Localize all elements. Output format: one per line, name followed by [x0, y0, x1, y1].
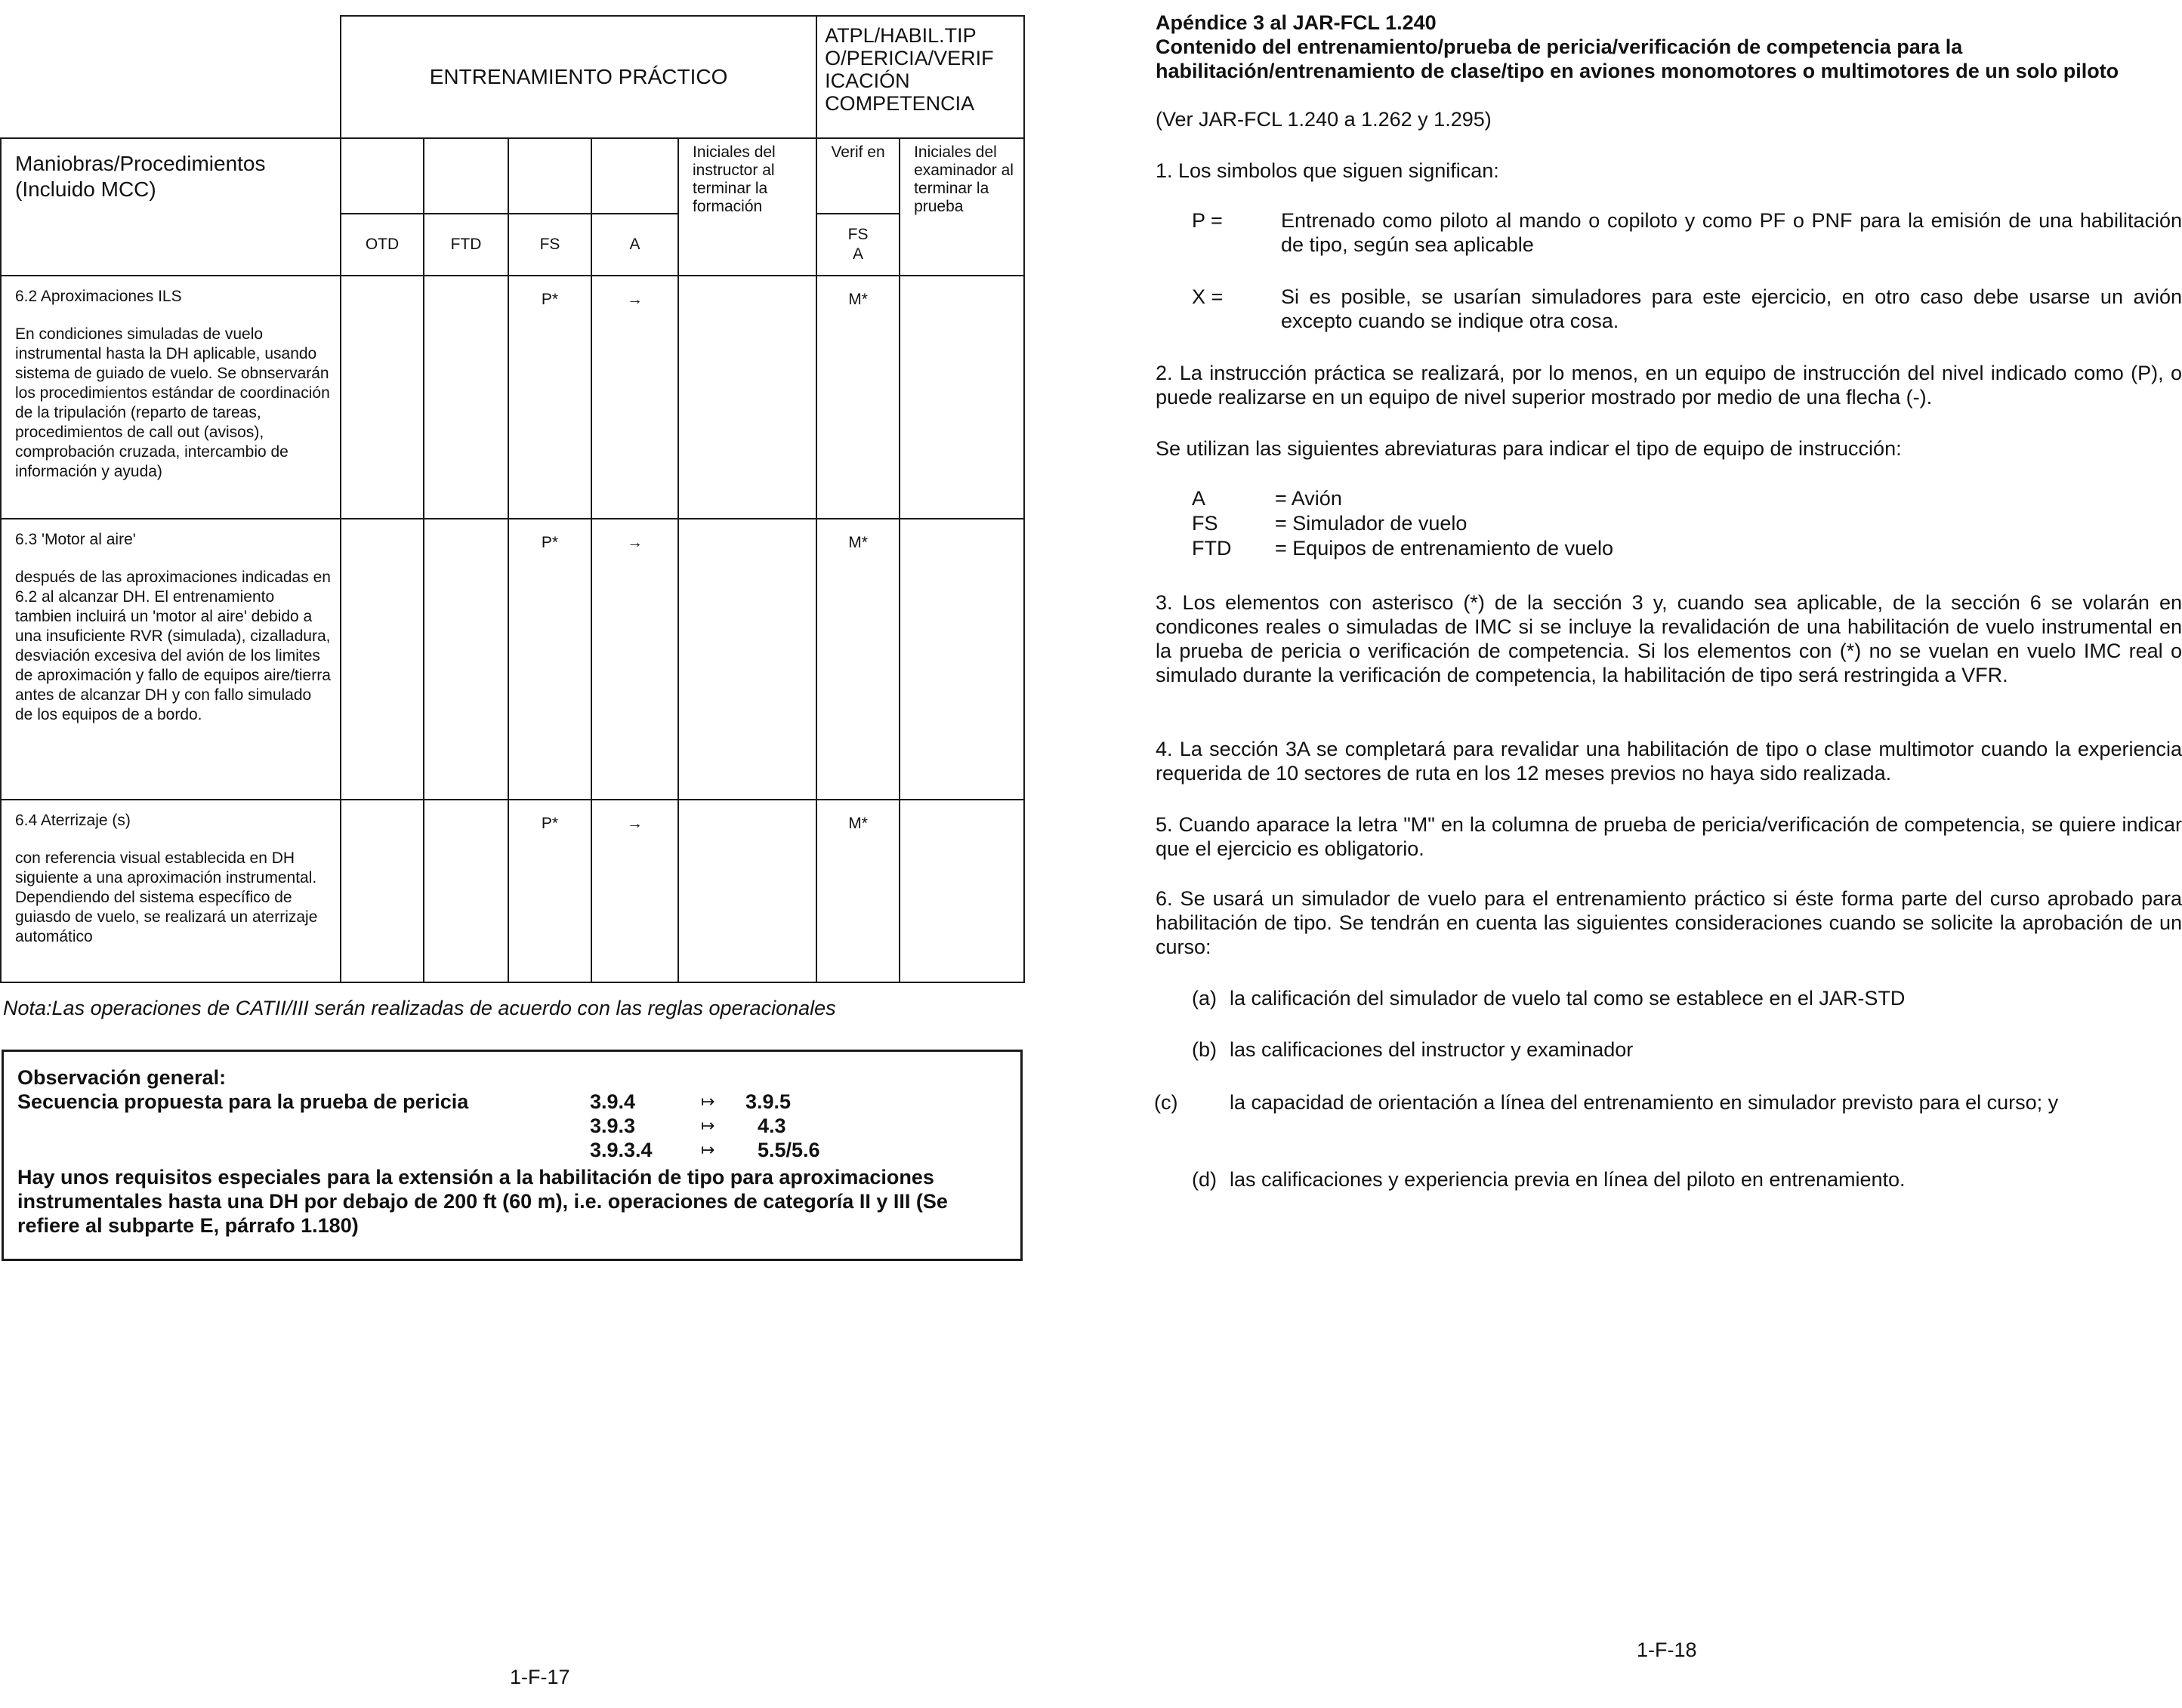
- procedure-cell: [1, 519, 341, 800]
- paragraph-2: 2. La instrucción práctica se realizará, por lo menos, en un equipo de instrucción del nivel indicado como (P), o puede realizarse en un equipo de nivel superior mostrado por medio de una flecha (-).: [1156, 362, 2182, 409]
- paragraph-1: 1. Los simbolos que siguen significan:: [1156, 159, 1499, 182]
- observacion-box: [2, 1050, 1023, 1261]
- col-fs: FS: [508, 214, 591, 276]
- sequence-row: 3.9.3.4 ↦ 5.5/5.6: [590, 1139, 820, 1161]
- list-item: (b) las calificaciones del instructor y examinador: [1192, 1038, 1634, 1061]
- sequence-label: Secuencia propuesta para la prueba de pericia: [17, 1090, 469, 1113]
- iniciales-instructor-header: Iniciales del instructor al terminar la formación: [678, 138, 816, 276]
- maneuvers-table: [0, 15, 1025, 983]
- procedure-text: después de las aproximaciones indicadas en 6.2 al alcanzar DH. El entrenamiento tambien incluirá un 'motor al aire' debido a una insuficiente RVR (simulada), cizalladura, desviación excesiva del avión de los limites de aproximación y fallo de equipos aire/tierra antes de alcanzar DH y con fallo simulado de los equipos de a bordo.: [15, 569, 331, 723]
- paragraph-6: 6. Se usará un simulador de vuelo para el entrenamiento práctico si éste forma parte del curso aprobado para habilitación de tipo. Se tendrán en cuenta las siguientes consideraciones cuando se solicite la aprobación de un curso:: [1156, 887, 2182, 958]
- sequence-row: 3.9.3 ↦ 4.3: [590, 1115, 786, 1137]
- fs-mark: P*: [508, 276, 591, 519]
- entrenamiento-header: ENTRENAMIENTO PRÁCTICO: [341, 16, 816, 138]
- left-page: [0, 0, 1027, 1708]
- procedure-title: 6.3 'Motor al aire': [15, 531, 136, 548]
- procedure-text: con referencia visual establecida en DH siguiente a una aproximación instrumental. Dependiendo del sistema específico de guiasdo de vuelo, se realizará un aterrizaje automático: [15, 849, 318, 945]
- verif-mark: M*: [816, 800, 900, 982]
- a-arrow: →: [591, 276, 678, 519]
- verif-mark: M*: [816, 276, 900, 519]
- abbreviation-row: FTD = Equipos de entrenamiento de vuelo: [1192, 537, 1614, 560]
- a-arrow: →: [591, 800, 678, 982]
- atpl-header: ATPL/HABIL.TIP O/PERICIA/VERIF ICACIÓN COMPETENCIA: [816, 16, 1024, 138]
- procedure-cell: [1, 276, 341, 519]
- verif-mark: M*: [816, 519, 900, 800]
- table-row: [1, 519, 1024, 800]
- fs-mark: P*: [508, 800, 591, 982]
- table-corner: [1, 16, 341, 138]
- abbreviation-row: A = Avión: [1192, 487, 1342, 510]
- a-arrow: →: [591, 519, 678, 800]
- procedure-cell: [1, 800, 341, 982]
- list-item: (d) las calificaciones y experiencia previa en línea del piloto en entrenamiento.: [1192, 1168, 1906, 1191]
- paragraph-5: 5. Cuando aparace la letra "M" en la columna de prueba de pericia/verificación de competencia, se quiere indicar que el ejercicio es obligatorio.: [1156, 813, 2182, 860]
- page-number: 1-F-18: [1637, 1639, 1697, 1661]
- iniciales-examinador-header: Iniciales del examinador al terminar la prueba: [900, 138, 1024, 276]
- observacion-title: Observación general:: [17, 1066, 227, 1089]
- sequence-row: Secuencia propuesta para la prueba de pericia 3.9.4 ↦ 3.9.5: [17, 1090, 792, 1113]
- list-item: (c) la capacidad de orientación a línea del entrenamiento en simulador previsto para el curso; y: [1154, 1091, 2059, 1114]
- procedure-title: 6.4 Aterrizaje (s): [15, 812, 131, 829]
- paragraph-2b: Se utilizan las siguientes abreviaturas para indicar el tipo de equipo de instrucción:: [1156, 437, 1902, 460]
- appendix-title: Apéndice 3 al JAR-FCL 1.240 Contenido del entrenamiento/prueba de pericia/verificación de competencia para la habilitación/entrenamiento de clase/tipo en aviones monomotores o multimotores de un solo piloto: [1156, 11, 2119, 82]
- maniobras-header: Maniobras/Procedimientos (Incluido MCC): [1, 138, 341, 276]
- verif-en-header: Verif en: [816, 138, 900, 214]
- table-row: [1, 800, 1024, 982]
- paragraph-3: 3. Los elementos con asterisco (*) de la sección 3 y, cuando sea aplicable, de la sección 6 se volarán en condicones reales o simuladas de IMC si se incluye la revalidación de una habilitación de vuelo instrumental en la prueba de pericia o verificación de competencia. Si los elementos con (*) no se vuelan en vuelo IMC real o simulado durante la verificación de competencia, la habilitación de tipo será restringida a VFR.: [1156, 591, 2182, 686]
- col-ftd: FTD: [424, 214, 508, 276]
- nota-text: Nota:Las operaciones de CATII/III serán realizadas de acuerdo con las reglas operacionales: [3, 997, 836, 1019]
- col-otd: OTD: [341, 214, 424, 276]
- paragraph-4: 4. La sección 3A se completará para revalidar una habilitación de tipo o clase multimotor cuando la experiencia requerida de 10 sectores de ruta en los 12 meses previos no haya sido realizada.: [1156, 738, 2182, 785]
- observacion-text: Hay unos requisitos especiales para la extensión a la habilitación de tipo para aproximaciones instrumentales hasta una DH por debajo de 200 ft (60 m), i.e. operaciones de categoría II y III (Se refiere al subparte E, párrafo 1.180): [17, 1166, 948, 1237]
- ver-reference: (Ver JAR-FCL 1.240 a 1.262 y 1.295): [1156, 108, 1492, 131]
- list-item: (a) la calificación del simulador de vuelo tal como se establece en el JAR-STD: [1192, 987, 1906, 1010]
- procedure-title: 6.2 Aproximaciones ILS: [15, 288, 182, 305]
- col-verif-fs-a: FS A: [816, 214, 900, 276]
- table-row: [1, 276, 1024, 519]
- col-a: A: [591, 214, 678, 276]
- procedure-text: En condiciones simuladas de vuelo instrumental hasta la DH aplicable, usando sistema de guiado de vuelo. Se obnservarán los procedimientos estándar de coordinación de la tripulación (reparto de tareas, procedimientos de call out (avisos), comprobación cruzada, intercambio de información y ayuda): [15, 325, 330, 480]
- abbreviation-row: FS = Simulador de vuelo: [1192, 512, 1468, 535]
- right-page: Apéndice 3 al JAR-FCL 1.240 Contenido del entrenamiento/prueba de pericia/verificación de competencia para la habilitación/entrenamiento de clase/tipo en aviones monomotores o multimotores de un solo piloto (Ver JAR-FCL 1.240 a 1.262 y 1.295) 1. Los simbolos que siguen significan: P = Entrenado como piloto al mando o copiloto y como PF o PNF para la emisión de una habilitación de tipo, según sea aplicable X = Si es posible, se usarían simuladores para este ejercicio, en otro caso debe usarse un avión excepto cuando se indique otra cosa. 2. La instrucción práctica se realizará, por lo menos, en un equipo de instrucción del nivel indicado como (P), o puede realizarse en un equipo de nivel superior mostrado por medio de una flecha (-). Se utilizan las siguientes abreviaturas para indicar el tipo de equipo de instrucción: A = Avión FS = Simulador de vuelo FTD = Equipos de entrenamiento de vuelo 3. Los elementos con asterisco (*) de la sección 3 y, cuando sea aplicable, de la sección 6 se volarán en condicones reales o simuladas de IMC si se incluye la revalidación de una habilitación de vuelo instrumental en la prueba de pericia o verificación de competencia. Si los elementos con (*) no se vuelan en vuelo IMC real o simulado durante la verificación de competencia, la habilitación de tipo será restringida a VFR. 4. La sección 3A se completará para revalidar una habilitación de tipo o clase multimotor cuando la experiencia requerida de 10 sectores de ruta en los 12 meses previos no haya sido realizada. 5. Cuando aparace la letra "M" en la columna de prueba de pericia/verificación de competencia, se quiere indicar que el ejercicio es obligatorio. 6. Se usará un simulador de vuelo para el entrenamiento práctico si éste forma parte del curso aprobado para habilitación de tipo. Se tendrán en cuenta las siguientes consideraciones cuando se solicite la aprobación de un curso: (a) la calificación del simulador de vuelo tal como se establece en el JAR-STD (b) las calificaciones del instructor y examinador (c) la capacidad de orientación a línea del entrenamiento en simulador previsto para el curso; y (d) las calificaciones y experiencia previa en línea del piloto en entrenamiento. 1-F-18: [1154, 11, 2182, 1661]
- fs-mark: P*: [508, 519, 591, 800]
- page-number: 1-F-17: [510, 1666, 570, 1688]
